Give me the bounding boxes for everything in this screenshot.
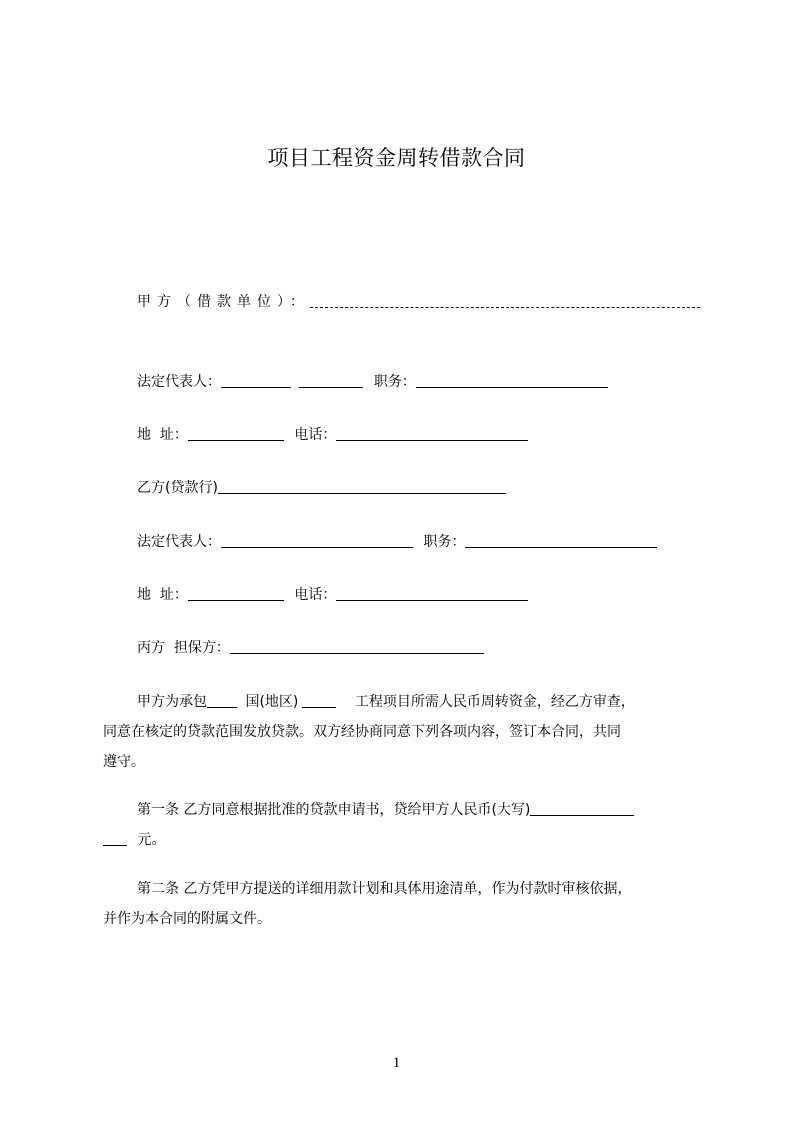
intro-paragraph bbox=[103, 687, 703, 777]
party-a-rep-row bbox=[137, 372, 608, 392]
party-b-phone-blank[interactable] bbox=[336, 585, 528, 601]
party-b-address-blank[interactable] bbox=[188, 585, 284, 601]
party-a-address-label: 地 址： bbox=[137, 427, 188, 443]
article-1-line-2 bbox=[103, 825, 703, 855]
party-a-position-blank[interactable] bbox=[416, 372, 608, 388]
article-1-line-1 bbox=[103, 795, 703, 825]
party-a-row bbox=[137, 292, 700, 312]
party-b-position-blank[interactable] bbox=[465, 532, 657, 548]
document-title: 项目工程资金周转借款合同 bbox=[267, 146, 526, 170]
party-a-blank[interactable] bbox=[310, 292, 700, 308]
article-1-amount-blank-cont[interactable] bbox=[103, 830, 127, 846]
party-b-phone-label: 电话： bbox=[294, 587, 337, 603]
party-b-row bbox=[137, 478, 506, 498]
party-c-row bbox=[137, 638, 484, 658]
article-1-text: 第一条 乙方同意根据批准的贷款申请书，贷给甲方人民币(大写) bbox=[137, 802, 531, 818]
party-a-address-row bbox=[137, 425, 528, 445]
party-c-blank[interactable] bbox=[230, 638, 484, 654]
party-a-phone-blank[interactable] bbox=[336, 425, 528, 441]
party-b-label: 乙方(贷款行) bbox=[137, 480, 218, 496]
party-b-blank[interactable] bbox=[218, 478, 506, 494]
party-a-rep-label: 法定代表人： bbox=[137, 374, 221, 390]
intro-part-3: 工程项目所需人民币周转资金，经乙方审查， bbox=[354, 694, 635, 710]
party-b-rep-blank[interactable] bbox=[221, 532, 413, 548]
intro-line-2: 同意在核定的贷款范围发放贷款。双方经协商同意下列各项内容，签订本合同，共同 bbox=[103, 724, 621, 740]
party-a-rep-blank-2[interactable] bbox=[299, 372, 363, 388]
article-2-line-2: 并作为本合同的附属文件。 bbox=[103, 911, 271, 927]
article-1 bbox=[103, 795, 703, 855]
intro-part-1: 甲方为承包 bbox=[137, 694, 207, 710]
party-c-label: 丙方 担保方： bbox=[137, 640, 230, 656]
intro-blank-1[interactable] bbox=[207, 692, 237, 708]
intro-blank-2[interactable] bbox=[302, 692, 336, 708]
page-number: 1 bbox=[392, 1055, 401, 1071]
party-a-phone-label: 电话： bbox=[294, 427, 337, 443]
article-2-line-1 bbox=[103, 874, 703, 904]
party-a-rep-blank-1[interactable] bbox=[221, 372, 291, 388]
party-b-rep-label: 法定代表人： bbox=[137, 534, 221, 550]
party-b-address-label: 地 址： bbox=[137, 587, 188, 603]
party-b-address-row bbox=[137, 585, 528, 605]
intro-line-3: 遵守。 bbox=[103, 754, 145, 770]
intro-part-2: 国(地区) bbox=[245, 694, 299, 710]
party-b-rep-row bbox=[137, 532, 657, 552]
party-a-label: 甲方（借款单位）： bbox=[137, 294, 310, 310]
intro-line-1 bbox=[103, 687, 703, 717]
article-2 bbox=[103, 874, 703, 934]
article-1-suffix: 元。 bbox=[137, 832, 166, 848]
article-1-amount-blank[interactable] bbox=[530, 800, 634, 816]
party-a-position-label: 职务： bbox=[373, 374, 416, 390]
party-a-address-blank[interactable] bbox=[188, 425, 284, 441]
article-2-text: 第二条 乙方凭甲方提送的详细用款计划和具体用途清单，作为付款时审核依据， bbox=[137, 881, 632, 897]
party-b-position-label: 职务： bbox=[423, 534, 466, 550]
